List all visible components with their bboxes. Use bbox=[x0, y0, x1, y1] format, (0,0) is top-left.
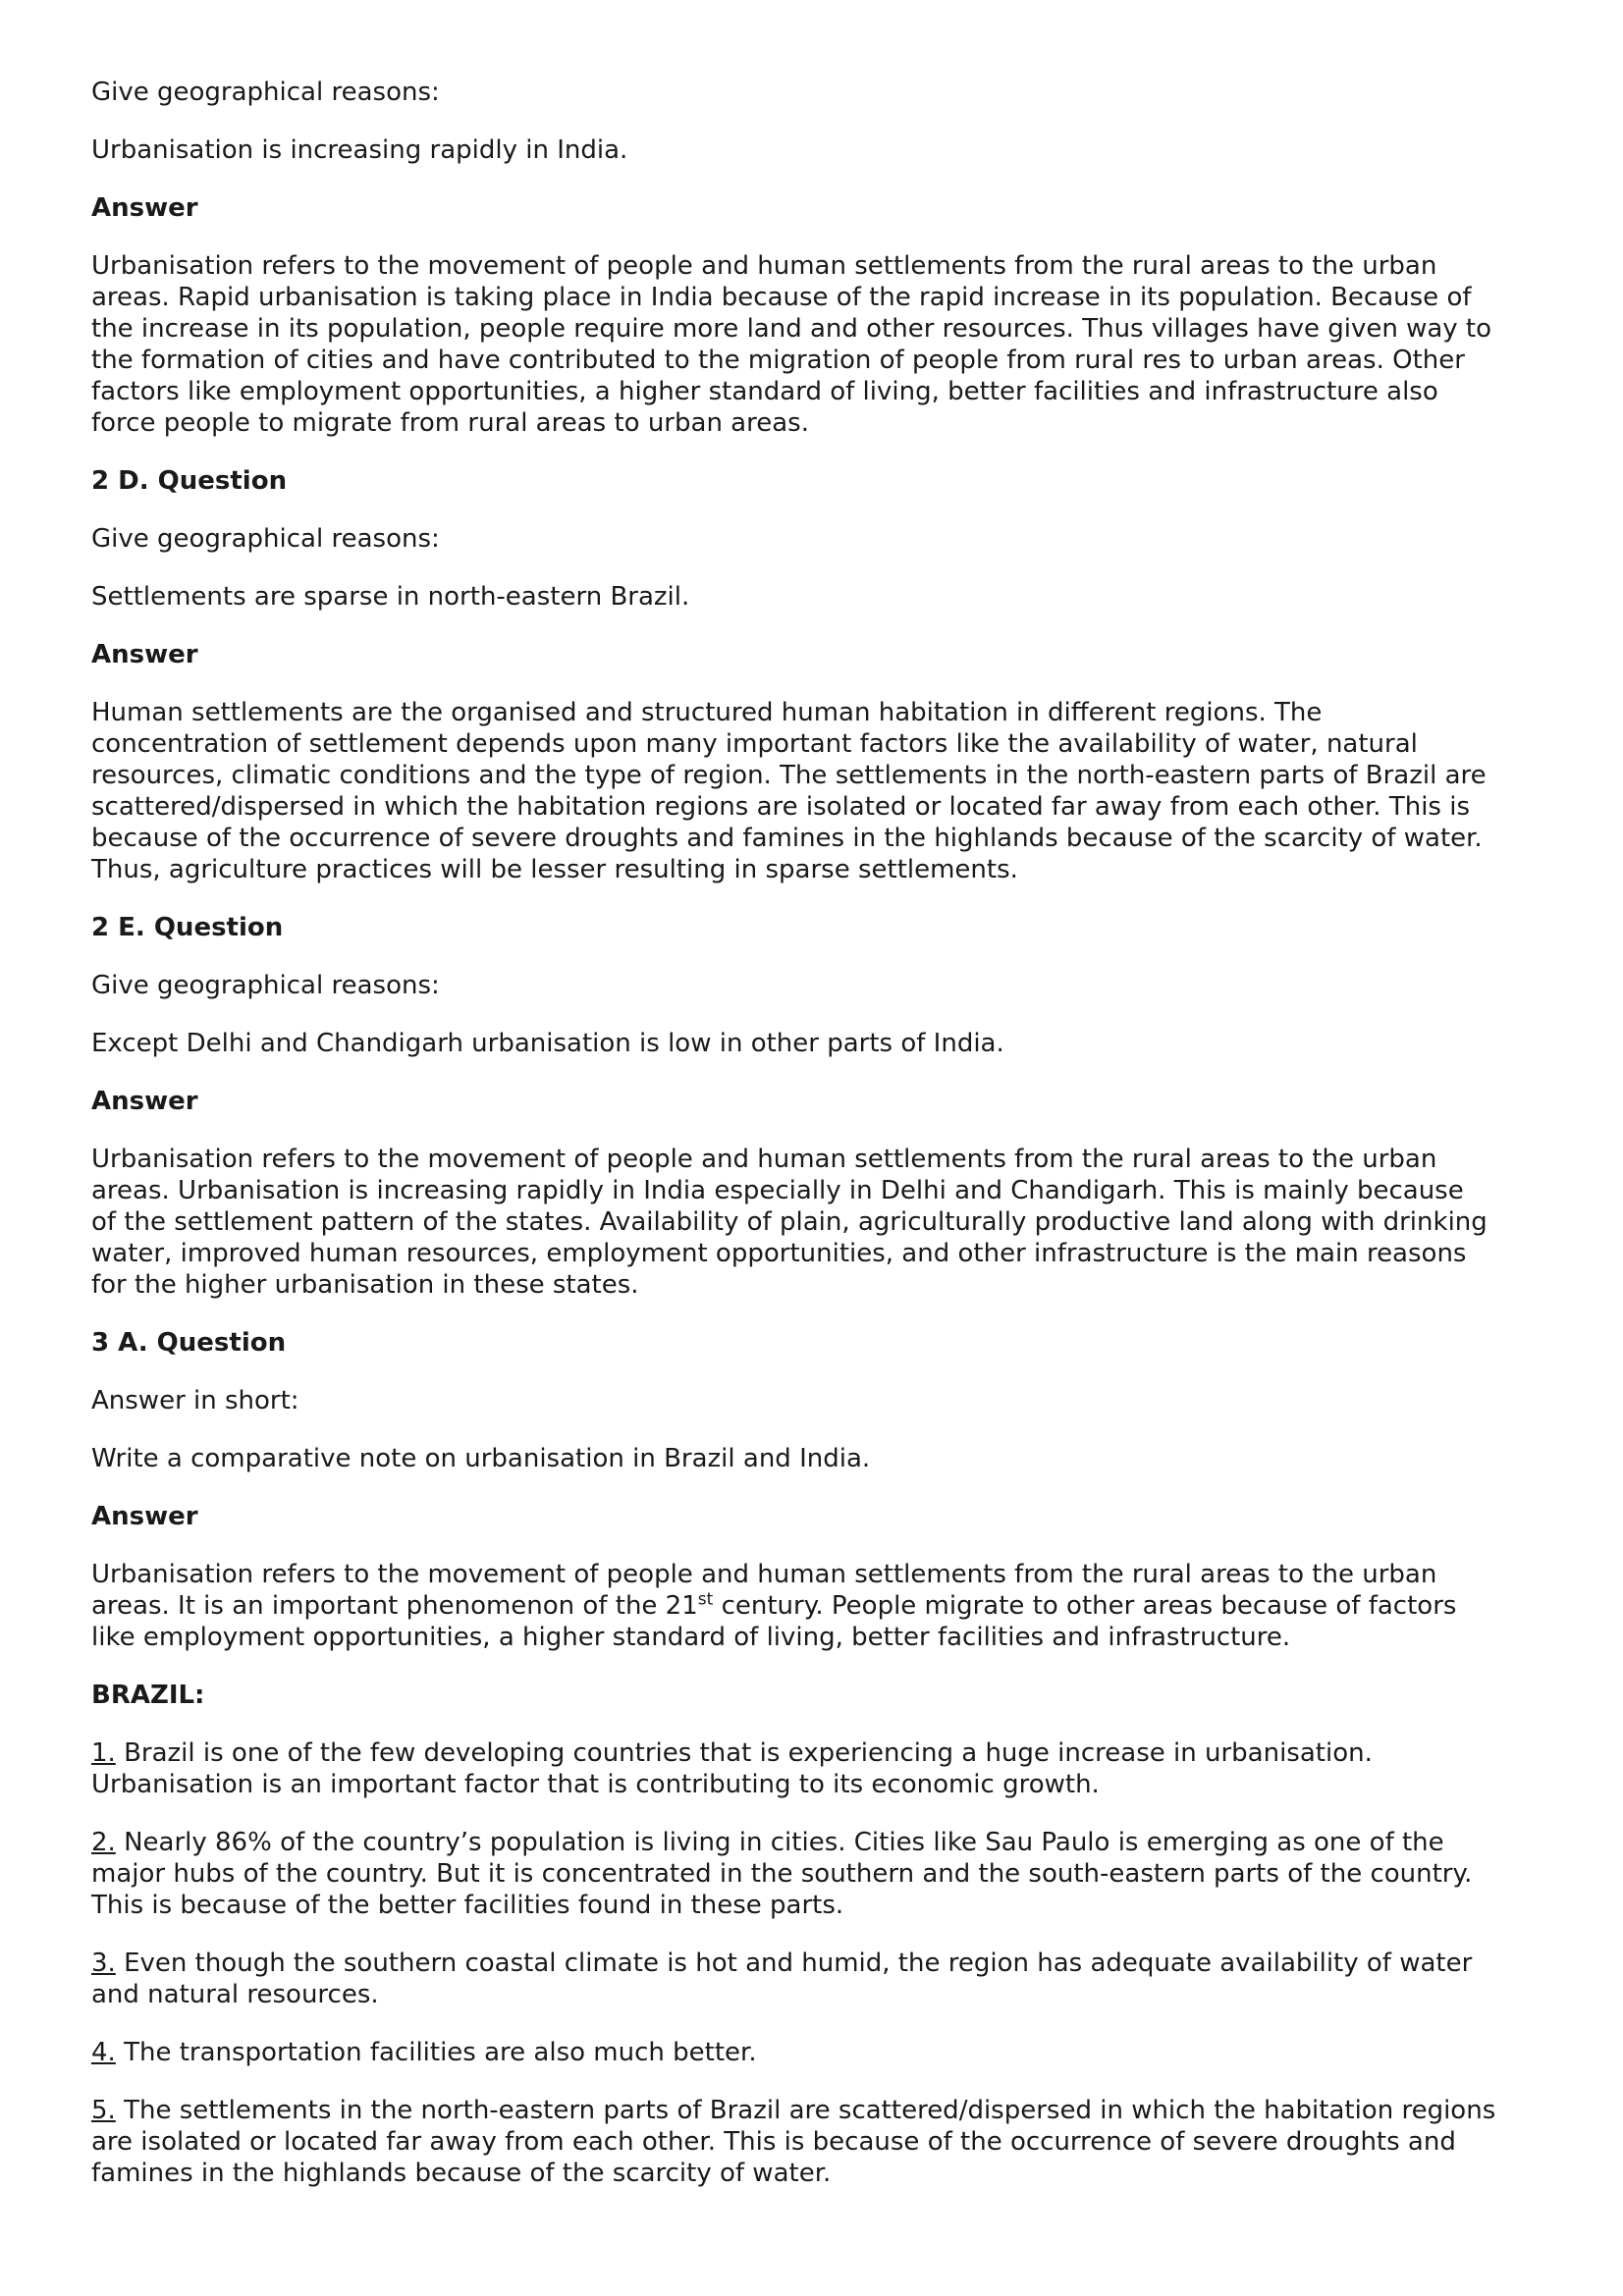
question-heading: 2 D. Question bbox=[91, 466, 288, 496]
list-item: 3. Even though the southern coastal climate is hot and humid, the region has adequate availability of water and natural resources. bbox=[91, 1949, 1473, 2009]
question-heading: 2 E. Question bbox=[91, 913, 284, 942]
item-number: 2. bbox=[91, 1828, 116, 1857]
answer-heading: Answer bbox=[91, 193, 198, 223]
question-text: Write a comparative note on urbanisation in Brazil and India. bbox=[91, 1444, 871, 1473]
document-page bbox=[91, 77, 1544, 2216]
list-item: 1. Brazil is one of the few developing countries that is experiencing a huge increase in urbanisation. Urbanisation is an important factor that is contributing to its economic growth. bbox=[91, 1738, 1373, 1799]
question-text: Urbanisation is increasing rapidly in India. bbox=[91, 135, 628, 165]
question-text: Except Delhi and Chandigarh urbanisation is low in other parts of India. bbox=[91, 1029, 1004, 1058]
superscript: st bbox=[697, 1589, 714, 1610]
answer-paragraph: Urbanisation refers to the movement of people and human settlements from the rural areas to the urban areas. Urbanisation is increasing rapidly in India especially in Delhi and Chandigarh. This is mainly because of the settlement pattern of the states. Availability of plain, agriculturally productive land along with drinking water, improved human resources, employment opportunities, and other infrastructure is the main reasons for the higher urbanisation in these states. bbox=[91, 1145, 1488, 1300]
answer-paragraph: Urbanisation refers to the movement of people and human settlements from the rural areas to the urban areas. Rapid urbanisation is taking place in India because of the rapid increase in its population. Because of the increase in its population, people require more land and other resources. Thus villages have given way to the formation of cities and have contributed to the migration of people from rural res to urban areas. Other factors like employment opportunities, a higher standard of living, better facilities and infrastructure also force people to migrate from rural areas to urban areas. bbox=[91, 251, 1492, 438]
answer-heading: Answer bbox=[91, 640, 198, 669]
question-heading: 3 A. Question bbox=[91, 1328, 287, 1358]
item-number: 1. bbox=[91, 1738, 116, 1768]
prompt-text: Give geographical reasons: bbox=[91, 971, 440, 1000]
list-item: 2. Nearly 86% of the country’s population is living in cities. Cities like Sau Paulo is emerging as one of the major hubs of the country. But it is concentrated in the southern and the south-eastern parts of the country. This is because of the better facilities found in these parts. bbox=[91, 1828, 1473, 1920]
item-number: 3. bbox=[91, 1949, 116, 1978]
question-text: Settlements are sparse in north-eastern Brazil. bbox=[91, 582, 690, 612]
answer-paragraph: Human settlements are the organised and structured human habitation in different regions. The concentration of settlement depends upon many important factors like the availability of water, natural resources, climatic conditions and the type of region. The settlements in the north-eastern parts of Brazil are scattered/dispersed in which the habitation regions are isolated or located far away from each other. This is because of the occurrence of severe droughts and famines in the highlands because of the scarcity of water. Thus, agriculture practices will be lesser resulting in sparse settlements. bbox=[91, 698, 1487, 884]
answer-paragraph: Urbanisation refers to the movement of people and human settlements from the rural areas to the urban areas. It is an important phenomenon of the 21st century. People migrate to other areas because of factors like employment opportunities, a higher standard of living, better facilities and infrastructure. bbox=[91, 1560, 1457, 1652]
prompt-text: Answer in short: bbox=[91, 1386, 299, 1415]
answer-heading: Answer bbox=[91, 1502, 198, 1531]
item-number: 4. bbox=[91, 2038, 116, 2067]
section-heading: BRAZIL: bbox=[91, 1681, 205, 1710]
answer-heading: Answer bbox=[91, 1087, 198, 1116]
list-item: 5. The settlements in the north-eastern parts of Brazil are scattered/dispersed in which the habitation regions are isolated or located far away from each other. This is because of the occurrence of severe droughts and famines in the highlands because of the scarcity of water. bbox=[91, 2096, 1496, 2188]
list-item: 4. The transportation facilities are also much better. bbox=[91, 2038, 757, 2067]
prompt-text: Give geographical reasons: bbox=[91, 78, 440, 107]
item-number: 5. bbox=[91, 2096, 116, 2125]
prompt-text: Give geographical reasons: bbox=[91, 524, 440, 554]
